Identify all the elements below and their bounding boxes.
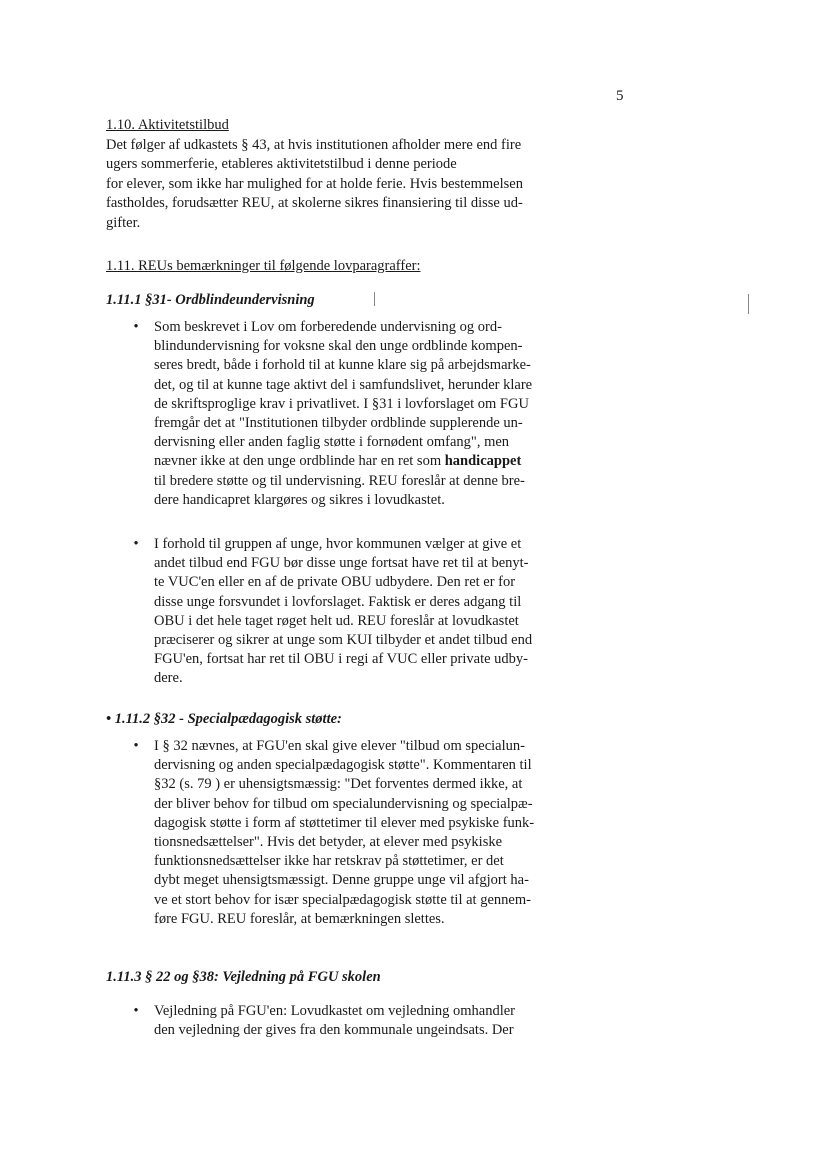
paragraph-line: FGU'en, fortsat har ret til OBU i regi af VUC eller private udby- [154,651,529,668]
paragraph-line: te VUC'en eller en af de private OBU udbydere. Den ret er for [154,574,516,591]
paragraph-line: det, og til at kunne tage aktivt del i samfundslivet, herunder klare [154,376,533,393]
section-title: 1.10. Aktivitetstilbud [106,117,229,133]
paragraph-line: blindundervisning for voksne skal den unge ordblinde kompen- [154,338,523,355]
paragraph-line: dybt meget uhensigtsmæssigt. Denne gruppe unge vil afgjort ha- [154,872,529,889]
section-1-10 [106,116,566,233]
paragraph-line: dagogisk støtte i form af støttetimer til elever med psykiske funk- [154,814,535,831]
paragraph-line: Som beskrevet i Lov om forberedende undervisning og ord- [154,319,502,335]
paragraph-line: I forhold til gruppen af unge, hvor kommunen vælger at give et [154,536,522,552]
paragraph-line: OBU i det hele taget røget helt ud. REU foreslår at lovudkastet [154,612,519,629]
subsection-heading: 1.11.1 §31- Ordblindeundervisning [106,292,315,308]
paragraph-line: andet tilbud end FGU bør disse unge fortsat have ret til at benyt- [154,555,529,572]
subsection-heading: 1.11.3 § 22 og §38: Vejledning på FGU skolen [106,969,381,985]
paragraph-line: den vejledning der gives fra den kommunale ungeindsats. Der [154,1022,514,1039]
paragraph-line: dervisning eller anden faglig støtte i fornødent omfang", men [154,434,510,451]
paragraph-line: Det følger af udkastets § 43, at hvis institutionen afholder mere end fire [106,136,522,153]
paragraph-line: fastholdes, forudsætter REU, at skolerne sikres finansiering til disse ud- [106,195,523,211]
paragraph-line: ugers sommerferie, etableres aktivitetstilbud i denne periode [106,156,457,172]
bullet-dot: • [133,536,139,552]
bullet-dot: • [133,319,139,335]
page-number: 5 [616,88,624,104]
paragraph-line: dere. [154,670,183,687]
bullet-text [154,1002,574,1040]
bullet-text [154,737,574,929]
bullet-dot: • [133,738,139,754]
paragraph-line: Vejledning på FGU'en: Lovudkastet om vejledning omhandler [154,1003,516,1019]
paragraph-line: til bredere støtte og til undervisning. REU foreslår at denne bre- [154,472,525,489]
paragraph-line: funktionsnedsættelser ikke har retskrav på støttetimer, er det [154,853,504,870]
paragraph-line: I § 32 nævnes, at FGU'en skal give elever "tilbud om specialun- [154,738,525,754]
bullet-text [154,535,574,689]
bullet-text [154,318,574,510]
paragraph-line: tionsnedsættelser". Hvis det betyder, at elever med psykiske [154,833,503,850]
paragraph-line: præciserer og sikrer at unge som KUI tilbyder et andet tilbud end [154,631,533,648]
paragraph-line: §32 (s. 79 ) er uhensigtsmæssig: "Det forventes dermed ikke, at [154,776,523,793]
section-title: 1.11. REUs bemærkninger til følgende lovparagraffer: [106,258,421,274]
paragraph-line: gifter. [106,214,141,231]
paragraph-line: disse unge forsvundet i lovforslaget. Faktisk er deres adgang til [154,593,522,610]
paragraph-line: for elever, som ikke har mulighed for at holde ferie. Hvis bestemmelsen [106,175,523,192]
paragraph-line: fremgår det at "Institutionen tilbyder ordblinde supplerende un- [154,414,523,431]
section-1-11 [106,257,566,277]
paragraph-line: seres bredt, både i forhold til at kunne klare sig på arbejdsmarke- [154,357,531,374]
paragraph-line [154,452,574,471]
stray-mark [374,292,375,306]
emphasis-text: handicappet [444,453,522,470]
line-text: nævner ikke at den unge ordblinde har en ret som [154,453,445,470]
paragraph-line: dere handicapret klargøres og sikres i lovudkastet. [154,491,445,508]
bullet-dot: • [133,1003,139,1019]
paragraph-line: der bliver behov for tilbud om specialundervisning og specialpæ- [154,795,533,812]
paragraph-line: dervisning og anden specialpædagogisk støtte". Kommentaren til [154,757,532,774]
paragraph-line: føre FGU. REU foreslår, at bemærkningen slettes. [154,910,445,927]
paragraph-line: de skriftsproglige krav i privatlivet. I §31 i lovforslaget om FGU [154,395,529,412]
subsection-heading: • 1.11.2 §32 - Specialpædagogisk støtte: [106,711,342,727]
paragraph-line: ve et stort behov for især specialpædagogisk støtte til at gennem- [154,891,531,908]
stray-mark [748,294,749,314]
